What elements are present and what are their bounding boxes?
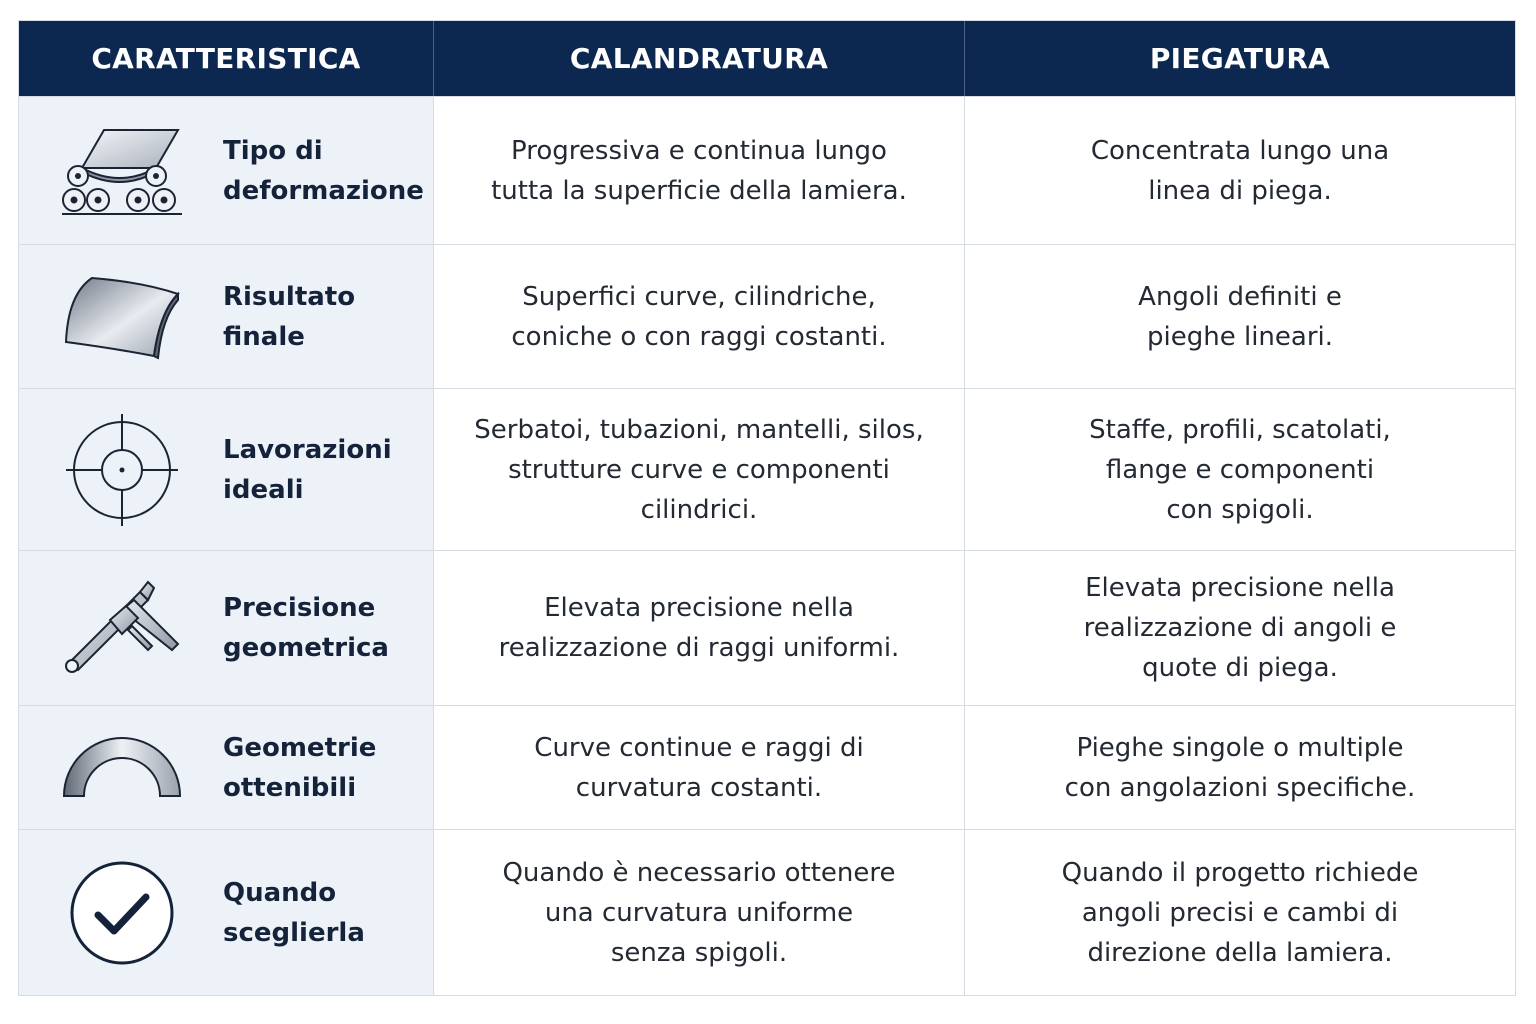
comparison-table [18,20,1516,996]
feature-label: Geometrie [223,732,377,763]
cell-text: curvatura costanti. [575,772,823,803]
cell-text: Elevata precisione nella [1085,573,1395,603]
cell-text: Quando è necessario ottenere [502,857,896,888]
cell-text: flange e componenti [1105,454,1375,485]
cell-text: quote di piega. [1142,653,1338,683]
cell-text: Concentrata lungo una [1090,135,1390,166]
cell-text: Angoli definiti e [1138,281,1342,312]
feature-label: geometrica [223,633,389,663]
cell-text: Elevata precisione nella [544,593,854,623]
header-caratteristica: CARATTERISTICA [19,21,434,96]
feature-label: sceglierla [223,917,365,948]
cell-text: Superfici curve, cilindriche, [522,281,876,312]
table-row [19,705,1515,829]
feature-label: finale [223,321,305,352]
cell-text: strutture curve e componenti [508,454,890,485]
caliper-icon [57,568,187,688]
table-row [19,244,1515,388]
feature-label: ideali [223,474,304,505]
cell-text: angoli precisi e cambi di [1081,897,1399,928]
calandratura-cell [434,551,965,705]
cell-text: senza spigoli. [610,937,788,968]
feature-cell [19,245,434,388]
cell-text: cilindrici. [640,494,758,525]
calandratura-cell [434,245,965,388]
piegatura-cell [965,830,1515,995]
cell-text: Progressiva e continua lungo [511,135,887,166]
calandratura-cell [434,830,965,995]
piegatura-cell [965,97,1515,244]
cell-text: Quando il progetto richiede [1061,857,1419,888]
cell-text: linea di piega. [1148,175,1332,206]
curved-sheet-icon [57,257,187,377]
arc-icon [57,708,187,828]
cell-text: Serbatoi, tubazioni, mantelli, silos, [474,414,924,445]
calandratura-cell [434,97,965,244]
cell-text: con spigoli. [1166,494,1314,525]
cell-text: Pieghe singole o multiple [1076,732,1404,763]
feature-label: deformazione [223,175,424,206]
table-row [19,96,1515,244]
table-row [19,829,1515,995]
feature-cell [19,830,434,995]
feature-label: Precisione [223,593,376,623]
piegatura-cell [965,706,1515,829]
feature-cell [19,97,434,244]
rolling-rollers-icon [57,111,187,231]
table-row [19,550,1515,705]
header-calandratura: CALANDRATURA [434,21,965,96]
cell-text: realizzazione di angoli e [1083,613,1397,643]
feature-label: Quando [223,877,337,908]
cell-text: coniche o con raggi costanti. [511,321,887,352]
feature-cell [19,551,434,705]
piegatura-cell [965,389,1515,550]
cell-text: Curve continue e raggi di [534,732,864,763]
cell-text: direzione della lamiera. [1087,937,1393,968]
piegatura-cell [965,245,1515,388]
check-circle-icon [57,853,187,973]
cell-text: tutta la superficie della lamiera. [491,175,907,206]
cell-text: pieghe lineari. [1147,321,1333,352]
piegatura-cell [965,551,1515,705]
cell-text: una curvatura uniforme [544,897,854,928]
calandratura-cell [434,706,965,829]
feature-label: ottenibili [223,772,357,803]
target-crosshair-icon [57,410,187,530]
feature-cell [19,706,434,829]
feature-label: Lavorazioni [223,434,392,465]
cell-text: Staffe, profili, scatolati, [1089,414,1391,445]
cell-text: realizzazione di raggi uniformi. [498,633,900,663]
feature-label: Risultato [223,281,356,312]
feature-cell [19,389,434,550]
header-piegatura: PIEGATURA [1149,42,1331,75]
feature-label: Tipo di [223,135,323,166]
cell-text: con angolazioni specifiche. [1064,772,1416,803]
table-header [19,21,1515,96]
calandratura-cell [434,389,965,550]
table-row [19,388,1515,550]
